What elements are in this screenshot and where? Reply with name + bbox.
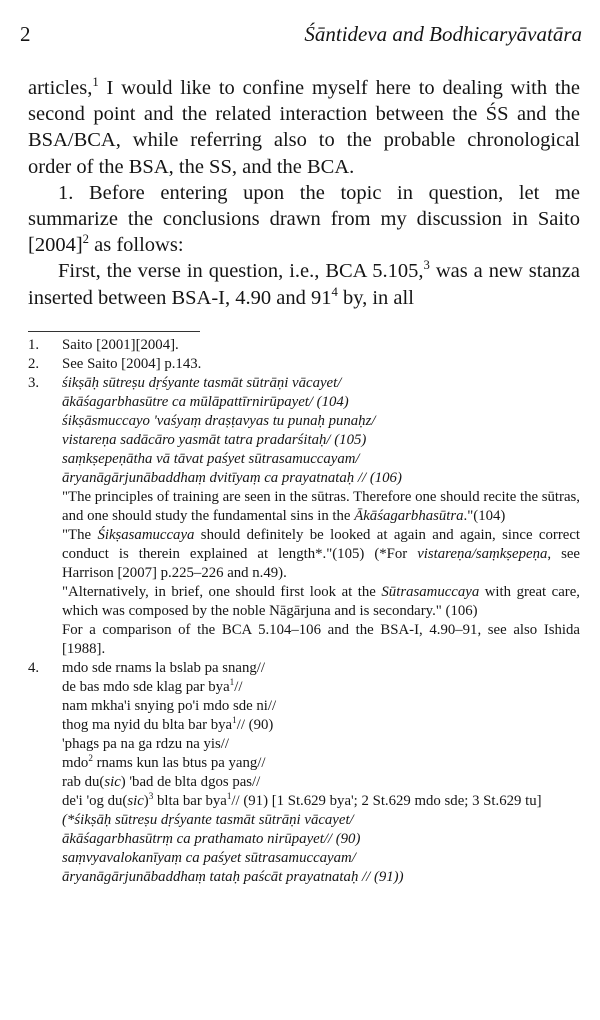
- tibetan-verse-line: rab du(sic) 'bad de blta dgos pas//: [62, 774, 261, 790]
- sanskrit-verse-line: saṃkṣepeṇātha vā tāvat paśyet sūtrasamuccayam/: [62, 451, 360, 467]
- sanskrit-verse-line: ākāśagarbhasūtre ca mūlāpattīrnirūpayet/ (104): [62, 394, 349, 410]
- translation-106: "Alternatively, in brief, one should first look at the Sūtrasamuccaya with great care, which was composed by the noble Nāgārjuna and is secondary." (106): [62, 584, 580, 619]
- body-text: [28, 75, 580, 311]
- sanskrit-verse-line: saṃvyavalokanīyaṃ ca paśyet sūtrasamuccayam/: [62, 850, 356, 866]
- sanskrit-verse-line: śikṣāḥ sūtreṣu dṛśyante tasmāt sūtrāṇi vācayet/: [62, 375, 342, 391]
- sanskrit-verse-line: āryanāgārjunābaddhaṃ dvitīyaṃ ca prayatnataḥ // (106): [62, 470, 402, 486]
- footnote-number: 3.: [28, 375, 40, 391]
- translation-105: "The Śikṣasamuccaya should definitely be looked at again and again, since correct conduct is therein explained at length*."(105) (*For vistareṇa/saṃkṣepeṇa, see Harrison [2007] p.225–226 and n.49).: [62, 527, 580, 581]
- page-number: 2: [20, 22, 31, 46]
- tibetan-verse-line: mdo$^2$ rnams kun las btus pa yang//: [62, 753, 266, 771]
- footnote-number: 2.: [28, 356, 40, 372]
- translation-104: "The principles of training are seen in the sūtras. Therefore one should recite the sūtras, and one should study the fundamental sins in the Ākāśagarbhasūtra."(104): [62, 489, 580, 524]
- footnotes: [28, 336, 580, 887]
- tibetan-verse-line: de'i 'og du(sic)$^3$ blta bar bya$^1$// (91) [1 St.629 bya'; 2 St.629 mdo sde; 3 St.629 tu]: [62, 791, 542, 809]
- paragraph-2: 1. Before entering upon the topic in question, let me summarize the conclusions drawn from my discussion in Saito $[2004]^2$ as follows:: [28, 181, 580, 257]
- footnote-3: [28, 374, 580, 659]
- sanskrit-verse-line: vistareṇa sadācāro yasmāt tatra pradarśitaḥ/ (105): [62, 432, 367, 448]
- running-title: Śāntideva and Bodhicaryāvatāra: [304, 22, 582, 46]
- tibetan-verse-line: 'phags pa na ga rdzu na yis//: [62, 736, 230, 752]
- tibetan-verse-line: thog ma nyid du blta bar bya$^1$// (90): [62, 715, 274, 733]
- footnote-2: [28, 355, 580, 374]
- footnote-text: Saito [2001][2004].: [62, 337, 179, 353]
- sanskrit-verse-line: śikṣāsmuccayo 'vaśyaṃ draṣṭavyas tu punaḥ punaḥz/: [62, 413, 376, 429]
- footnote-rule: [28, 331, 200, 332]
- footnote-4: [28, 659, 580, 887]
- footnote-ref-2: 2: [82, 232, 90, 247]
- comparison-note: For a comparison of the BCA 5.104–106 and the BSA-I, 4.90–91, see also Ishida [1988].: [62, 622, 580, 657]
- footnote-1: [28, 336, 580, 355]
- footnote-ref-1: 1: [92, 75, 99, 90]
- paragraph-1: articles,$^1$ I would like to confine myself here to dealing with the second point and the related interaction between the ŚS and the BSA/BCA, while referring also to the probable chronological order of the BSA, the SS, and the BCA.: [28, 75, 580, 178]
- tibetan-verse-line: nam mkha'i snying po'i mdo sde ni//: [62, 698, 277, 714]
- footnote-text: See Saito [2004] p.143.: [62, 356, 202, 372]
- tibetan-verse-line: mdo sde rnams la bslab pa snang//: [62, 660, 266, 676]
- tibetan-verse-line: de bas mdo sde klag par bya$^1$//: [62, 677, 243, 695]
- footnote-number: 4.: [28, 660, 40, 676]
- footnote-ref-4: 4: [331, 284, 338, 299]
- sanskrit-verse-line: āryanāgārjunābaddhaṃ tataḥ paścāt prayatnataḥ // (91)): [62, 869, 404, 885]
- footnote-ref-3: 3: [423, 258, 430, 273]
- sanskrit-verse-line: ākāśagarbhasūtrṃ ca prathamato nirūpayet// (90): [62, 831, 361, 847]
- paragraph-3: First, the verse in question, i.e., BCA 5.105,$^3$ was a new stanza inserted between BSA-I, 4.90 and $91^4$ by, in all: [28, 258, 580, 309]
- footnote-number: 1.: [28, 337, 40, 353]
- sanskrit-verse-line: (*śikṣāḥ sūtreṣu dṛśyante tasmāt sūtrāṇi vācayet/: [62, 812, 354, 828]
